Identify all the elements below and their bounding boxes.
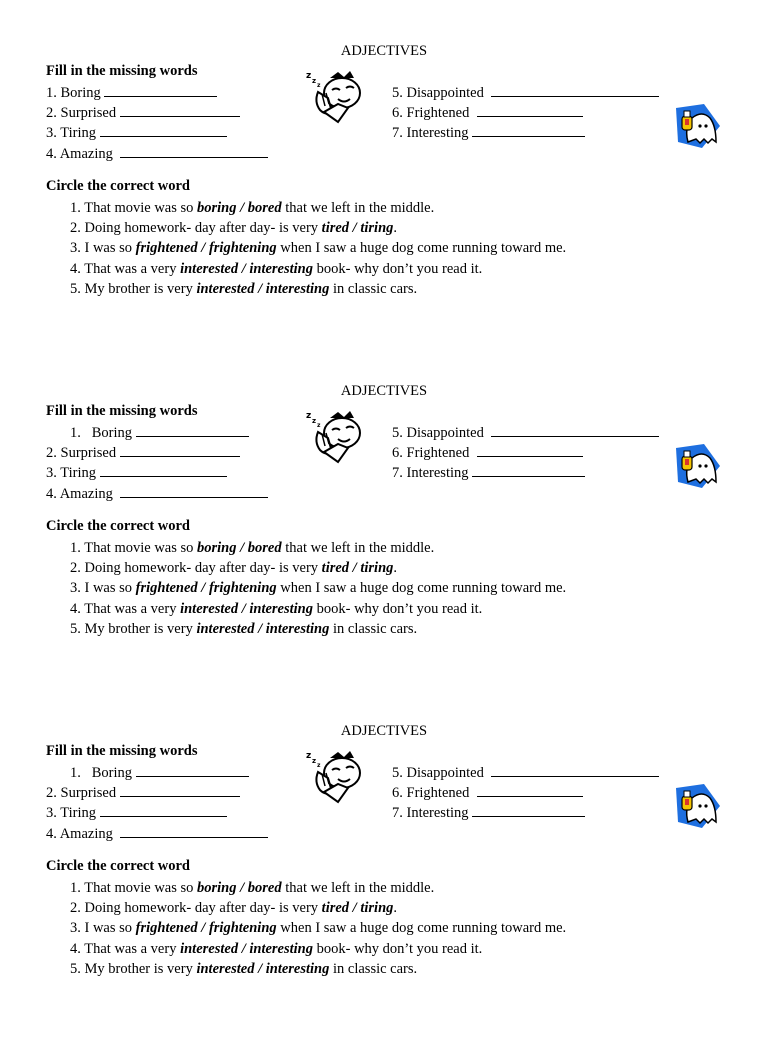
sentence-4: 4. That was a very interested / interesting book- why don’t you read it.: [70, 941, 483, 957]
fill-item-3: 3. Tiring: [46, 803, 227, 823]
fill-item-6: 6. Frightened: [392, 783, 583, 803]
sentence-4: 4. That was a very interested / interesting book- why don’t you read it.: [70, 601, 483, 617]
svg-text:z: z: [306, 751, 312, 761]
svg-text:z: z: [312, 757, 317, 765]
svg-text:z: z: [317, 762, 321, 769]
fill-item-4: 4. Amazing: [46, 484, 268, 504]
sentence-2: 2. Doing homework- day after day- is very tired / tiring.: [70, 560, 398, 576]
fill-item-4: 4. Amazing: [46, 144, 268, 164]
sentence-2: 2. Doing homework- day after day- is very tired / tiring.: [70, 900, 398, 916]
fill-item-7: 7. Interesting: [392, 463, 585, 483]
fill-item-6: 6. Frightened: [392, 443, 583, 463]
fill-item-4: 4. Amazing: [46, 824, 268, 844]
worksheet-3: [0, 720, 768, 1060]
sentence-4: 4. That was a very interested / interesting book- why don’t you read it.: [70, 261, 483, 277]
circle-heading: Circle the correct word: [46, 858, 190, 874]
fill-item-1: 1. Boring: [46, 83, 217, 103]
svg-text:z: z: [312, 77, 317, 85]
fill-item-2: 2. Surprised: [46, 443, 240, 463]
worksheet-2: [0, 380, 768, 720]
svg-text:z: z: [306, 71, 312, 81]
fill-item-5: 5. Disappointed: [392, 763, 659, 783]
fill-item-2: 2. Surprised: [46, 783, 240, 803]
fill-item-2: 2. Surprised: [46, 103, 240, 123]
fill-item-5: 5. Disappointed: [392, 423, 659, 443]
circle-heading: Circle the correct word: [46, 518, 190, 534]
sentence-3: 3. I was so frightened / frightening when I saw a huge dog come running toward me.: [70, 580, 567, 596]
sentence-1: 1. That movie was so boring / bored that we left in the middle.: [70, 880, 435, 896]
worksheet-1: [0, 40, 768, 380]
ghost-icon: [674, 102, 722, 150]
svg-text:z: z: [317, 82, 321, 89]
worksheet-title: ADJECTIVES: [340, 383, 428, 399]
fill-heading: Fill in the missing words: [46, 743, 198, 759]
fill-item-1: 1. Boring: [70, 423, 249, 443]
ghost-icon: [674, 782, 722, 830]
fill-item-7: 7. Interesting: [392, 803, 585, 823]
fill-heading: Fill in the missing words: [46, 63, 198, 79]
svg-text:z: z: [312, 417, 317, 425]
worksheet-title: ADJECTIVES: [340, 723, 428, 739]
fill-item-1: 1. Boring: [70, 763, 249, 783]
sleeping-man-icon: [304, 68, 364, 124]
worksheet-title: ADJECTIVES: [340, 43, 428, 59]
sentence-3: 3. I was so frightened / frightening when I saw a huge dog come running toward me.: [70, 920, 567, 936]
svg-text:z: z: [306, 411, 312, 421]
fill-item-5: 5. Disappointed: [392, 83, 659, 103]
sentence-2: 2. Doing homework- day after day- is very tired / tiring.: [70, 220, 398, 236]
sentence-1: 1. That movie was so boring / bored that we left in the middle.: [70, 200, 435, 216]
svg-text:z: z: [317, 422, 321, 429]
sentence-5: 5. My brother is very interested / interesting in classic cars.: [70, 961, 418, 977]
fill-item-3: 3. Tiring: [46, 463, 227, 483]
sentence-5: 5. My brother is very interested / interesting in classic cars.: [70, 621, 418, 637]
sleeping-man-icon: [304, 408, 364, 464]
fill-heading: Fill in the missing words: [46, 403, 198, 419]
fill-item-3: 3. Tiring: [46, 123, 227, 143]
sentence-1: 1. That movie was so boring / bored that we left in the middle.: [70, 540, 435, 556]
fill-item-6: 6. Frightened: [392, 103, 583, 123]
sentence-5: 5. My brother is very interested / interesting in classic cars.: [70, 281, 418, 297]
sentence-3: 3. I was so frightened / frightening when I saw a huge dog come running toward me.: [70, 240, 567, 256]
circle-heading: Circle the correct word: [46, 178, 190, 194]
sleeping-man-icon: [304, 748, 364, 804]
fill-item-7: 7. Interesting: [392, 123, 585, 143]
ghost-icon: [674, 442, 722, 490]
